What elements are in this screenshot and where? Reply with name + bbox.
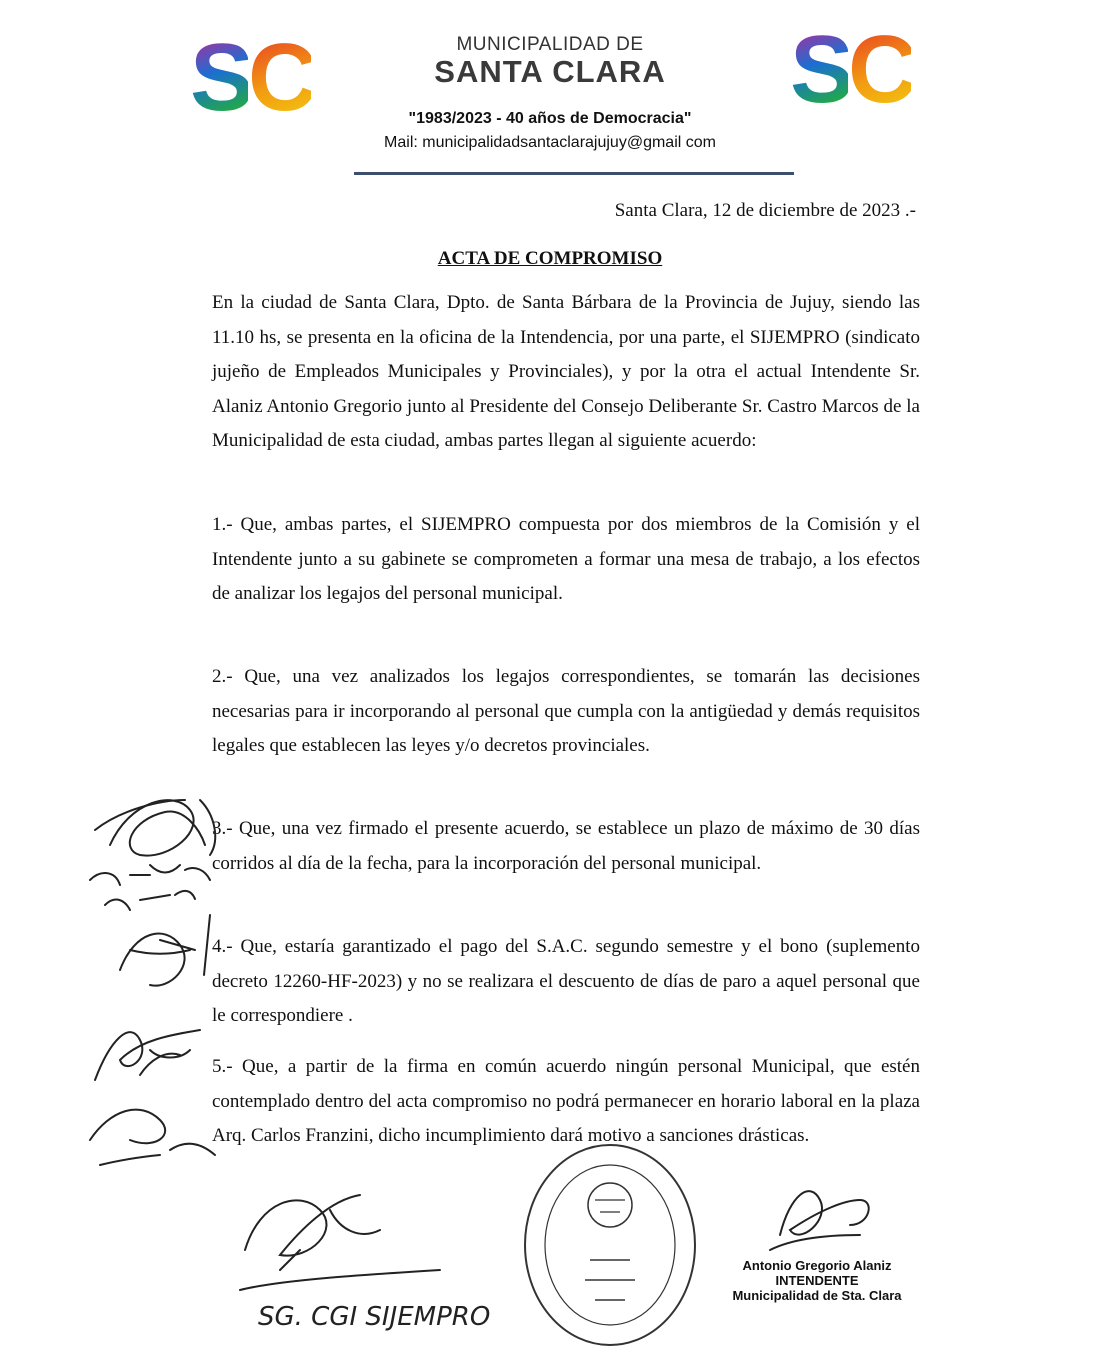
handwritten-note: SG. CGI SIJEMPRO xyxy=(258,1302,491,1332)
intendente-signature xyxy=(770,1191,869,1250)
clause-4: 4.- Que, estaría garantizado el pago del S.A.C. segundo semestre y el bono (suplemento decreto 12260-HF-2023) y no se realizara el descuento de días de paro a aquel personal que le correspondiere . xyxy=(212,936,920,1026)
clause-1: 1.- Que, ambas partes, el SIJEMPRO compuesta por dos miembros de la Comisión y el Intendente junto a su gabinete se comprometen a formar una mesa de trabajo, a los efectos de analizar los legajos del personal municipal. xyxy=(212,514,920,604)
clause-5: 5.- Que, a partir de la firma en común acuerdo ningún personal Municipal, que estén contemplado dentro del acta compromiso no podrá permanecer en horario laboral en la plaza Arq. Carlos Franzini, dicho incumplimiento dará motivo a sanciones drásticas. xyxy=(212,1056,920,1146)
margin-signature-3 xyxy=(95,1030,200,1080)
document-date: Santa Clara, 12 de diciembre de 2023 .- xyxy=(614,200,916,221)
margin-signature-1 xyxy=(90,800,215,910)
municipal-stamp-icon xyxy=(525,1145,695,1345)
intro-paragraph: En la ciudad de Santa Clara, Dpto. de Santa Bárbara de la Provincia de Jujuy, siendo las 11.10 hs, se presenta en la oficina de la Intendencia, por una parte, el SIJEMPRO (sindicato jujeño de Empleados Municipales y Provinciales), y por la otra el actual Intendente Sr. Alaniz Antonio Gregorio junto al Presidente del Consejo Deliberante Sr. Castro Marcos de la Municipalidad de esta ciudad, ambas partes llegan al siguiente acuerdo: xyxy=(212,292,920,451)
clause-3: 3.- Que, una vez firmado el presente acuerdo, se establece un plazo de máximo de 30 días corridos al día de la fecha, para la incorporación del personal municipal. xyxy=(212,818,920,874)
mail-line: Mail: municipalidadsantaclarajujuy@gmail com xyxy=(384,134,716,151)
intendente-name: Antonio Gregorio Alaniz xyxy=(742,1258,892,1273)
motto: "1983/2023 - 40 años de Democracia" xyxy=(408,110,692,127)
clause-2: 2.- Que, una vez analizados los legajos correspondientes, se tomarán las decisiones necesarias para ir incorporando al personal que cumpla con la antigüedad y demás requisitos legales que establecen las leyes y/o decretos provinciales. xyxy=(212,666,920,756)
sc-logo-left: SC xyxy=(190,24,312,131)
sc-logo-right: SC xyxy=(790,16,912,123)
margin-signature-2 xyxy=(120,915,210,986)
intendente-block xyxy=(722,1258,912,1303)
document-title: ACTA DE COMPROMISO xyxy=(437,248,663,269)
intendente-org: Municipalidad de Sta. Clara xyxy=(732,1288,902,1303)
municipality-line: MUNICIPALIDAD DE xyxy=(456,34,644,55)
intendente-role: INTENDENTE xyxy=(775,1273,859,1288)
bottom-left-signature xyxy=(240,1195,440,1290)
margin-signature-4 xyxy=(90,1110,215,1165)
municipality-name: SANTA CLARA xyxy=(434,54,666,89)
